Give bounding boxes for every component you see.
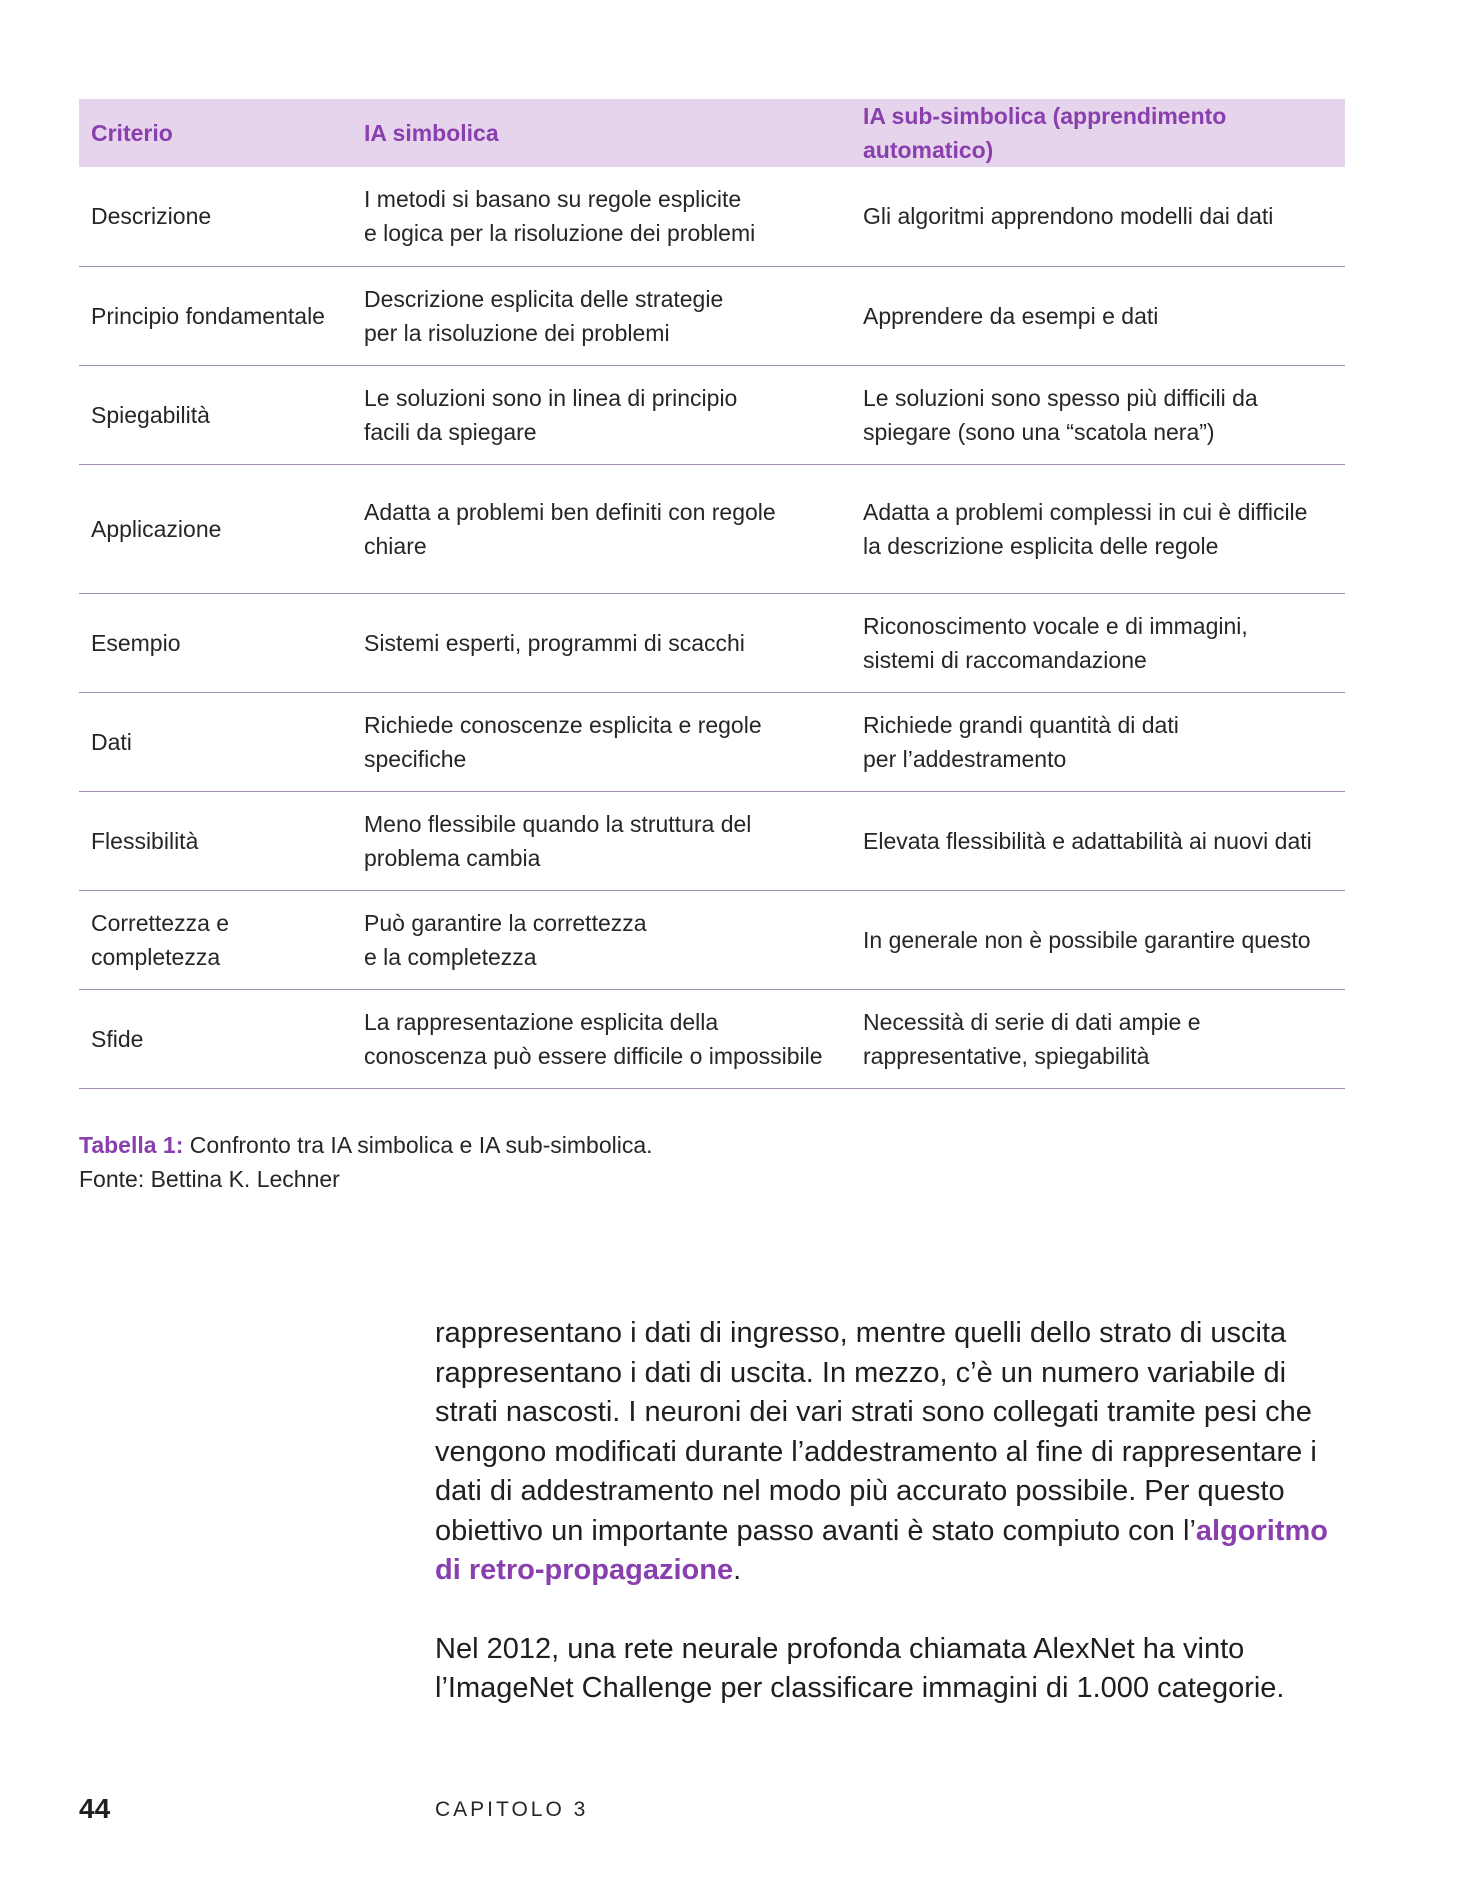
paragraph: Nel 2012, una rete neurale profonda chiamata AlexNet ha vinto l’ImageNet Challenge per classificare immagini di 1.000 categorie.: [435, 1632, 1285, 1704]
row-symbolic: Adatta a problemi ben definiti con regole chiare: [352, 464, 851, 593]
row-criterion: Spiegabilità: [79, 365, 352, 464]
row-symbolic: Meno flessibile quando la struttura del problema cambia: [352, 791, 851, 890]
row-criterion: Esempio: [79, 593, 352, 692]
row-subsymbolic: Gli algoritmi apprendono modelli dai dati: [851, 167, 1345, 266]
row-symbolic: La rappresentazione esplicita della conoscenza può essere difficile o impossibile: [352, 989, 851, 1088]
table-row: [79, 890, 1345, 989]
table-row: [79, 989, 1345, 1088]
table-row: [79, 593, 1345, 692]
body-text: [435, 1314, 1355, 1709]
row-criterion: Dati: [79, 692, 352, 791]
row-symbolic: Richiede conoscenze esplicita e regole specifiche: [352, 692, 851, 791]
row-symbolic: Descrizione esplicita delle strategie per la risoluzione dei problemi: [352, 266, 851, 365]
table-caption: [79, 1128, 979, 1196]
row-criterion: Descrizione: [79, 167, 352, 266]
row-symbolic: Sistemi esperti, programmi di scacchi: [352, 593, 851, 692]
row-criterion: Flessibilità: [79, 791, 352, 890]
row-symbolic: Le soluzioni sono in linea di principio facili da spiegare: [352, 365, 851, 464]
row-criterion: Principio fondamentale: [79, 266, 352, 365]
table-header-row: [79, 99, 1345, 167]
comparison-table: [79, 99, 1345, 1089]
caption-label: Tabella 1:: [79, 1132, 184, 1158]
row-symbolic: Può garantire la correttezza e la completezza: [352, 890, 851, 989]
table-row: [79, 791, 1345, 890]
table-row: [79, 266, 1345, 365]
caption-text: Confronto tra IA simbolica e IA sub-simbolica.: [183, 1132, 653, 1158]
page-number: 44: [79, 1793, 111, 1824]
caption-line: [79, 1128, 979, 1162]
row-subsymbolic: Necessità di serie di dati ampie e rappresentative, spiegabilità: [851, 989, 1345, 1088]
row-subsymbolic: Adatta a problemi complessi in cui è difficile la descrizione esplicita delle regole: [851, 464, 1345, 593]
row-criterion: Sfide: [79, 989, 352, 1088]
table-row: [79, 365, 1345, 464]
row-subsymbolic: Elevata flessibilità e adattabilità ai nuovi dati: [851, 791, 1345, 890]
column-header-ia-sub-simbolica: IA sub-simbolica (apprendimento automatico): [851, 99, 1345, 167]
row-symbolic: I metodi si basano su regole esplicite e logica per la risoluzione dei problemi: [352, 167, 851, 266]
row-subsymbolic: Richiede grandi quantità di dati per l’addestramento: [851, 692, 1345, 791]
table-row: [79, 167, 1345, 266]
row-criterion: Applicazione: [79, 464, 352, 593]
table-row: [79, 464, 1345, 593]
term-link-backpropagation[interactable]: algoritmo di retro-propagazione: [435, 1514, 1329, 1586]
row-subsymbolic: Riconoscimento vocale e di immagini, sistemi di raccomandazione: [851, 593, 1345, 692]
row-subsymbolic: Le soluzioni sono spesso più difficili da spiegare (sono una “scatola nera”): [851, 365, 1345, 464]
row-subsymbolic: Apprendere da esempi e dati: [851, 266, 1345, 365]
table-row: [79, 692, 1345, 791]
chapter-label: CAPITOLO 3: [435, 1798, 589, 1821]
caption-source: Fonte: Bettina K. Lechner: [79, 1166, 340, 1192]
column-header-ia-simbolica: IA simbolica: [352, 99, 851, 167]
row-subsymbolic: In generale non è possibile garantire questo: [851, 890, 1345, 989]
column-header-criterio: Criterio: [79, 99, 352, 167]
paragraph: rappresentano i dati di ingresso, mentre quelli dello strato di uscita rappresentano i dati di uscita. In mezzo, c’è un numero variabile di strati nascosti. I neuroni dei vari strati sono collegati tramite pesi che vengono modificati durante l’addestramento al fine di rappresentare i dati di addestramento nel modo più accurato possibile. Per questo obiettivo un importante passo avanti è stato compiuto con l’algoritmo di retro-propagazione.: [435, 1317, 1329, 1586]
row-criterion: Correttezza e completezza: [79, 890, 352, 989]
